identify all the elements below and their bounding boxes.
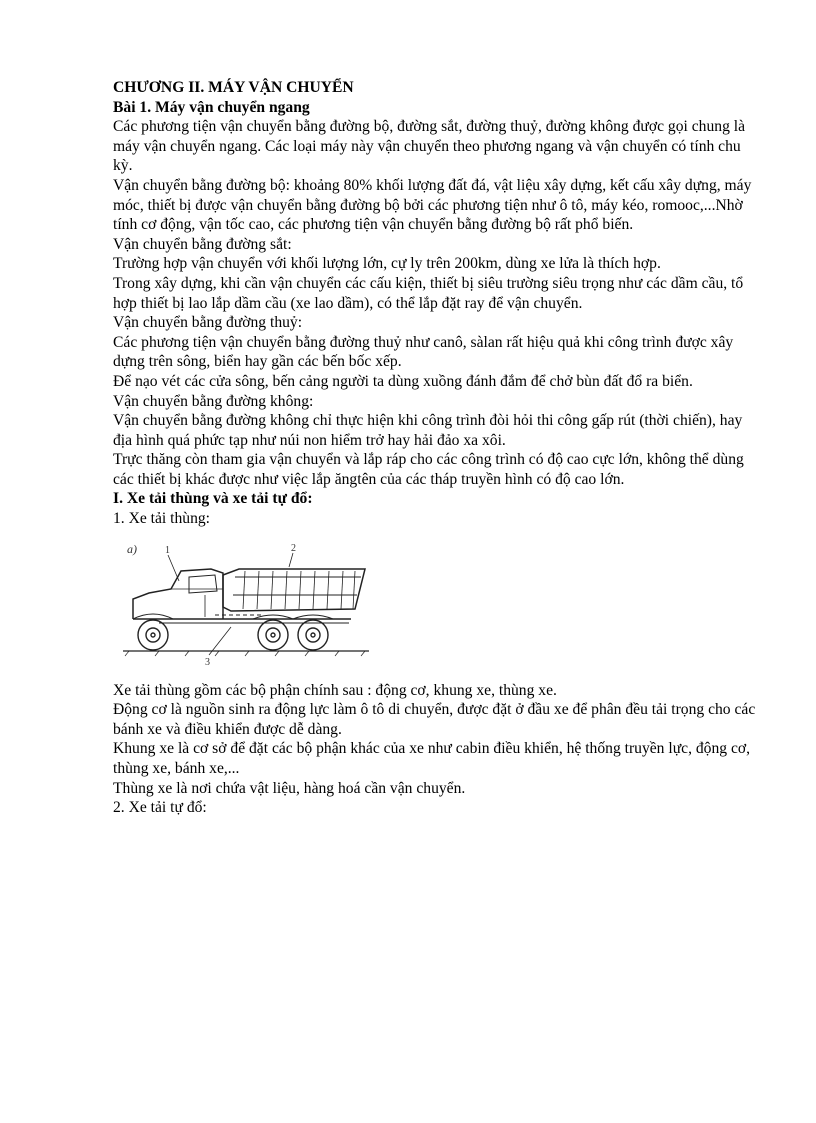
- paragraph: Trong xây dựng, khi cần vận chuyển các cấu kiện, thiết bị siêu trường siêu trọng như các dầm cầu, tổ hợp thiết bị lao lắp dầm cầu (xe lao dầm), có thể lắp đặt ray để vận chuyển.: [113, 274, 744, 312]
- paragraph: Thùng xe là nơi chứa vật liệu, hàng hoá cần vận chuyển.: [113, 779, 466, 797]
- paragraph: Động cơ là nguồn sinh ra động lực làm ô tô di chuyển, được đặt ở đầu xe để phân đều tải trọng cho các bánh xe và điều khiển được dễ dàng.: [113, 701, 756, 738]
- paragraph: Vận chuyển bằng đường không:: [113, 392, 314, 410]
- subsection-title: 1. Xe tải thùng:: [113, 510, 211, 528]
- paragraph: Vận chuyển bằng đường không chỉ thực hiện khi công trình đòi hỏi thi công gấp rút (thời chiến), hay địa hình quá phức tạp như núi non hiểm trở hay hải đảo xa xôi.: [113, 412, 743, 449]
- paragraph: Trường hợp vận chuyển với khối lượng lớn, cự ly trên 200km, dùng xe lửa là thích hợp.: [113, 255, 661, 273]
- figure-label-a: a): [127, 541, 137, 556]
- paragraph: Vận chuyển bằng đường thuỷ:: [113, 314, 303, 332]
- figure-label-3: 3: [205, 656, 210, 667]
- paragraph: Khung xe là cơ sở để đặt các bộ phận khác của xe như cabin điều khiển, hệ thống truyền lực, động cơ, thùng xe, bánh xe,...: [113, 740, 751, 778]
- subsection-title: 2. Xe tải tự đổ:: [113, 799, 207, 817]
- lesson-title: Bài 1. Máy vận chuyển ngang: [113, 98, 310, 116]
- paragraph: Để nạo vét các cửa sông, bến cảng người ta dùng xuồng đánh đắm để chở bùn đất đổ ra biển.: [113, 372, 693, 390]
- paragraph: Vận chuyển bằng đường sắt:: [113, 235, 292, 253]
- figure-label-1: 1: [165, 544, 170, 556]
- paragraph: Các phương tiện vận chuyển bằng đường thuỷ như canô, sàlan rất hiệu quả khi công trình được xây dựng trên sông, biển hay gần các bến bốc xếp.: [113, 333, 734, 371]
- paragraph: Xe tải thùng gồm các bộ phận chính sau : động cơ, khung xe, thùng xe.: [113, 681, 557, 699]
- document-page: [113, 78, 763, 818]
- figure-label-2: 2: [291, 542, 296, 554]
- paragraph: Trực thăng còn tham gia vận chuyển và lắp ráp cho các công trình có độ cao cực lớn, không thể dùng các thiết bị khác được như việc lắp ăngtên của các tháp truyền hình có độ cao lớn.: [113, 451, 744, 488]
- truck-drawing: [119, 537, 374, 667]
- paragraph: Các phương tiện vận chuyển bằng đường bộ, đường sắt, đường thuỷ, đường không được gọi chung là máy vận chuyển ngang. Các loại máy này vận chuyển theo phương ngang và vận chuyển có tính chu kỳ.: [113, 118, 746, 175]
- truck-figure: [119, 537, 374, 667]
- section-title: I. Xe tải thùng và xe tải tự đổ:: [113, 490, 313, 508]
- paragraph: Vận chuyển bằng đường bộ: khoảng 80% khối lượng đất đá, vật liệu xây dựng, kết cấu xây dựng, máy móc, thiết bị được vận chuyển bằng đường bộ bởi các phương tiện như ô tô, máy kéo, romooc,...Nhờ tính cơ động, vận tốc cao, các phương tiện vận chuyển bằng đường bộ rất phổ biến.: [113, 176, 752, 234]
- chapter-title: CHƯƠNG II. MÁY VẬN CHUYỂN: [113, 79, 354, 96]
